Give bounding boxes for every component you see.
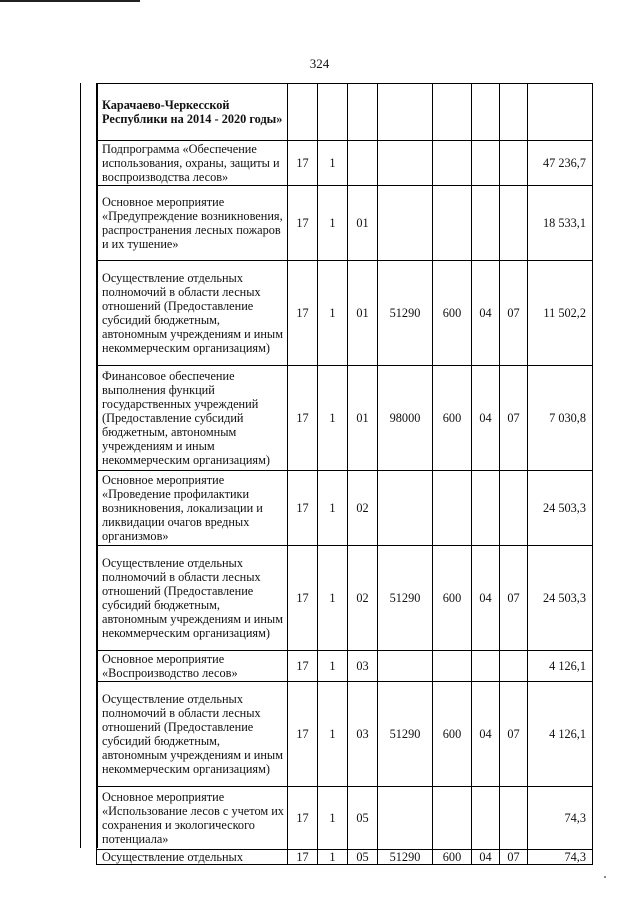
row-name: Осуществление отдельных полномочий в области лесных отношений (Предоставление субсидий бюджетным, автономным учреждениям и иным некоммерческим организациям)	[97, 682, 288, 787]
cell-direction: 51290	[378, 682, 433, 787]
cell-section-code: 04	[472, 546, 500, 651]
cell-section: 17	[288, 186, 318, 261]
cell-subprogram: 1	[318, 186, 348, 261]
cell-subprogram: 1	[318, 682, 348, 787]
cell-amount: 74,3	[528, 787, 593, 850]
cell-section-code: 04	[472, 850, 500, 865]
scan-speck	[604, 876, 606, 878]
cell-subprogram: 1	[318, 471, 348, 546]
cell-section-code	[472, 186, 500, 261]
cell-section-code: 04	[472, 682, 500, 787]
cell-amount: 24 503,3	[528, 471, 593, 546]
cell-expense-type: 600	[433, 682, 472, 787]
cell-direction	[378, 84, 433, 141]
cell-direction	[378, 471, 433, 546]
cell-expense-type: 600	[433, 546, 472, 651]
cell-event: 03	[348, 682, 378, 787]
cell-subsection-code	[500, 787, 528, 850]
cell-subsection-code: 07	[500, 546, 528, 651]
cell-event: 01	[348, 186, 378, 261]
cell-section-code: 04	[472, 261, 500, 366]
cell-subsection-code: 07	[500, 261, 528, 366]
cell-subprogram: 1	[318, 141, 348, 186]
cell-subsection-code: 07	[500, 682, 528, 787]
cell-subsection-code: 07	[500, 850, 528, 865]
row-name: Карачаево-Черкесской Республики на 2014 - 2020 годы»	[97, 84, 288, 141]
cell-section-code	[472, 787, 500, 850]
cell-expense-type	[433, 84, 472, 141]
cell-subprogram: 1	[318, 651, 348, 682]
cell-subprogram: 1	[318, 850, 348, 865]
cell-direction: 51290	[378, 850, 433, 865]
cell-subsection-code: 07	[500, 366, 528, 471]
row-name: Основное мероприятие «Использование лесов с учетом их сохранения и экологического потенциала»	[97, 787, 288, 850]
cell-section: 17	[288, 787, 318, 850]
cell-amount: 74,3	[528, 850, 593, 865]
cell-expense-type	[433, 787, 472, 850]
cell-direction	[378, 787, 433, 850]
cell-subprogram	[318, 84, 348, 141]
cell-amount: 47 236,7	[528, 141, 593, 186]
cell-section-code	[472, 141, 500, 186]
cell-section-code: 04	[472, 366, 500, 471]
cell-amount: 4 126,1	[528, 651, 593, 682]
cell-amount: 18 533,1	[528, 186, 593, 261]
cell-expense-type	[433, 141, 472, 186]
cell-expense-type: 600	[433, 850, 472, 865]
cell-section: 17	[288, 141, 318, 186]
cell-amount: 11 502,2	[528, 261, 593, 366]
cell-section-code	[472, 651, 500, 682]
cell-subprogram: 1	[318, 261, 348, 366]
table-row	[97, 787, 593, 850]
cell-direction	[378, 651, 433, 682]
cell-event: 03	[348, 651, 378, 682]
cell-expense-type	[433, 471, 472, 546]
table-row	[97, 651, 593, 682]
row-name: Осуществление отдельных	[97, 850, 288, 865]
row-name: Финансовое обеспечение выполнения функций государственных учреждений (Предоставление субсидий бюджетным, автономным учреждениям и иным некоммерческим организациям)	[97, 366, 288, 471]
cell-expense-type	[433, 186, 472, 261]
row-name: Подпрограмма «Обеспечение использования, охраны, защиты и воспроизводства лесов»	[97, 141, 288, 186]
cell-event: 05	[348, 787, 378, 850]
cell-event	[348, 84, 378, 141]
cell-subsection-code	[500, 651, 528, 682]
budget-table	[96, 83, 593, 865]
cell-section: 17	[288, 546, 318, 651]
cell-direction: 98000	[378, 366, 433, 471]
cell-section: 17	[288, 850, 318, 865]
cell-expense-type	[433, 651, 472, 682]
table-row	[97, 546, 593, 651]
cell-subsection-code	[500, 84, 528, 141]
row-name: Осуществление отдельных полномочий в области лесных отношений (Предоставление субсидий бюджетным, автономным учреждениям и иным некоммерческим организациям)	[97, 261, 288, 366]
table-row	[97, 141, 593, 186]
cell-section: 17	[288, 651, 318, 682]
cell-amount	[528, 84, 593, 141]
cell-subprogram: 1	[318, 366, 348, 471]
row-name: Основное мероприятие «Предупреждение возникновения, распространения лесных пожаров и их тушение»	[97, 186, 288, 261]
row-name: Основное мероприятие «Проведение профилактики возникновения, локализации и ликвидации очагов вредных организмов»	[97, 471, 288, 546]
cell-section-code	[472, 471, 500, 546]
header-rule	[0, 0, 140, 2]
table-row	[97, 186, 593, 261]
cell-subprogram: 1	[318, 546, 348, 651]
table-row	[97, 261, 593, 366]
row-name: Основное мероприятие «Воспроизводство лесов»	[97, 651, 288, 682]
cell-direction: 51290	[378, 546, 433, 651]
cell-subsection-code	[500, 471, 528, 546]
cell-amount: 7 030,8	[528, 366, 593, 471]
cell-section: 17	[288, 366, 318, 471]
cell-direction: 51290	[378, 261, 433, 366]
table-row	[97, 84, 593, 141]
cell-direction	[378, 186, 433, 261]
cell-event: 05	[348, 850, 378, 865]
cell-subprogram: 1	[318, 787, 348, 850]
cell-event: 02	[348, 471, 378, 546]
table-row	[97, 471, 593, 546]
cell-event	[348, 141, 378, 186]
cell-section	[288, 84, 318, 141]
row-name: Осуществление отдельных полномочий в области лесных отношений (Предоставление субсидий бюджетным, автономным учреждениям и иным некоммерческим организациям)	[97, 546, 288, 651]
page-number: 324	[309, 56, 330, 71]
cell-amount: 4 126,1	[528, 682, 593, 787]
cell-section: 17	[288, 682, 318, 787]
cell-event: 01	[348, 261, 378, 366]
cell-subsection-code	[500, 141, 528, 186]
cell-amount: 24 503,3	[528, 546, 593, 651]
cell-subsection-code	[500, 186, 528, 261]
cell-event: 01	[348, 366, 378, 471]
cell-section: 17	[288, 261, 318, 366]
table-row	[97, 366, 593, 471]
cell-expense-type: 600	[433, 261, 472, 366]
cell-direction	[378, 141, 433, 186]
cell-expense-type: 600	[433, 366, 472, 471]
cell-section-code	[472, 84, 500, 141]
table-row	[97, 682, 593, 787]
cell-section: 17	[288, 471, 318, 546]
table-row	[97, 850, 593, 865]
cell-event: 02	[348, 546, 378, 651]
